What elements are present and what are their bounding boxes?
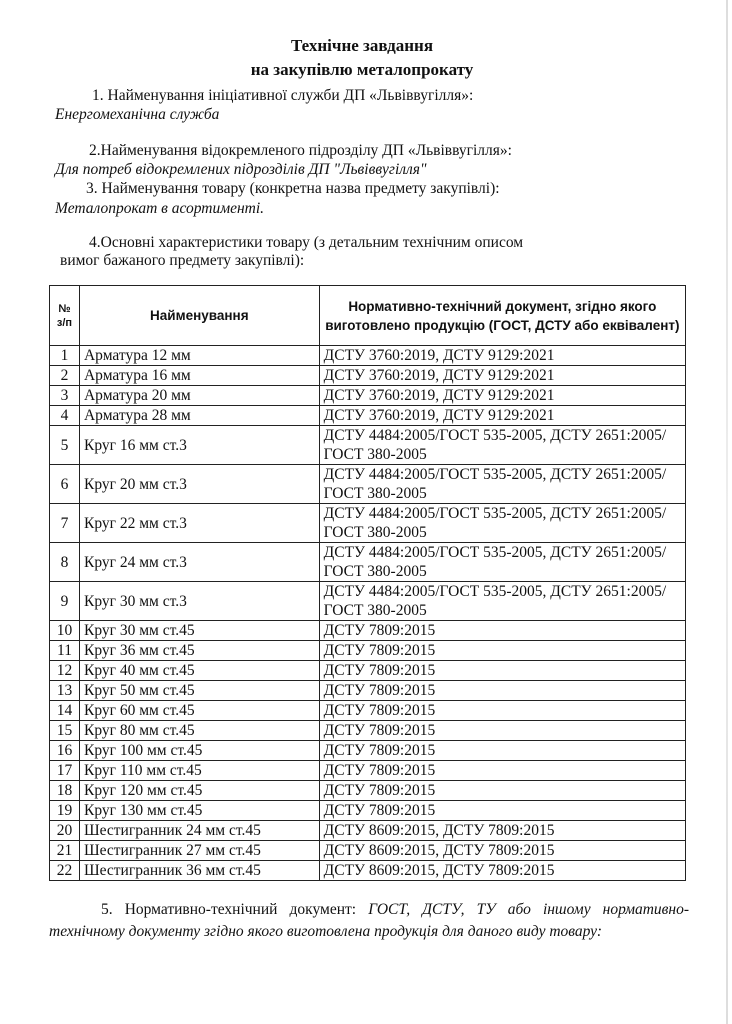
row-number: 7	[50, 504, 80, 543]
table-row	[50, 386, 686, 406]
row-number: 15	[50, 721, 80, 741]
item1-label: 1. Найменування ініціативної служби ДП «Львіввугілля»:	[92, 87, 474, 104]
table-row	[50, 621, 686, 641]
scan-edge	[726, 0, 728, 1024]
table-row	[50, 465, 686, 504]
item2-value: Для потреб відокремлених підрозділів ДП "Львіввугілля"	[55, 161, 427, 178]
row-document: ДСТУ 4484:2005/ГОСТ 535-2005, ДСТУ 2651:2005/ГОСТ 380-2005	[319, 504, 685, 543]
row-document: ДСТУ 7809:2015	[319, 781, 685, 801]
row-document: ДСТУ 8609:2015, ДСТУ 7809:2015	[319, 861, 685, 881]
table-row	[50, 861, 686, 881]
row-document: ДСТУ 7809:2015	[319, 761, 685, 781]
row-number: 16	[50, 741, 80, 761]
table-row	[50, 504, 686, 543]
row-name: Арматура 28 мм	[79, 406, 319, 426]
table-row	[50, 681, 686, 701]
item3-label: 3. Найменування товару (конкретна назва предмету закупівлі):	[86, 180, 500, 197]
row-name: Шестигранник 24 мм ст.45	[79, 821, 319, 841]
row-number: 9	[50, 582, 80, 621]
item5-value: ГОСТ, ДСТУ, ТУ або іншому нормативно-технічному документу згідно якого виготовлена продукція для даного виду товару:	[49, 901, 689, 940]
row-number: 6	[50, 465, 80, 504]
row-number: 14	[50, 701, 80, 721]
document-title: Технічне завдання	[290, 36, 434, 55]
header-name: Найменування	[79, 286, 319, 346]
item5-paragraph	[49, 899, 689, 943]
row-number: 22	[50, 861, 80, 881]
table-row	[50, 661, 686, 681]
row-document: ДСТУ 7809:2015	[319, 681, 685, 701]
row-document: ДСТУ 3760:2019, ДСТУ 9129:2021	[319, 346, 685, 366]
row-name: Круг 30 мм ст.3	[79, 582, 319, 621]
row-number: 18	[50, 781, 80, 801]
row-document: ДСТУ 3760:2019, ДСТУ 9129:2021	[319, 406, 685, 426]
row-number: 11	[50, 641, 80, 661]
table-row	[50, 781, 686, 801]
row-number: 4	[50, 406, 80, 426]
table-row	[50, 801, 686, 821]
item5-label: 5. Нормативно-технічний документ:	[101, 901, 357, 918]
row-document: ДСТУ 7809:2015	[319, 701, 685, 721]
row-name: Шестигранник 27 мм ст.45	[79, 841, 319, 861]
row-document: ДСТУ 8609:2015, ДСТУ 7809:2015	[319, 821, 685, 841]
row-name: Арматура 16 мм	[79, 366, 319, 386]
table-row	[50, 426, 686, 465]
item4-label-line1: 4.Основні характеристики товару (з детальним технічним описом	[89, 234, 524, 251]
table-row	[50, 641, 686, 661]
table-row	[50, 582, 686, 621]
row-document: ДСТУ 7809:2015	[319, 741, 685, 761]
row-number: 8	[50, 543, 80, 582]
row-document: ДСТУ 3760:2019, ДСТУ 9129:2021	[319, 386, 685, 406]
spec-table	[49, 285, 686, 881]
table-row	[50, 721, 686, 741]
table-row	[50, 841, 686, 861]
row-number: 12	[50, 661, 80, 681]
item4-label-line2: вимог бажаного предмету закупівлі):	[60, 252, 305, 269]
row-document: ДСТУ 7809:2015	[319, 661, 685, 681]
row-name: Круг 24 мм ст.3	[79, 543, 319, 582]
document-subtitle: на закупівлю металопрокату	[250, 60, 474, 79]
row-name: Круг 110 мм ст.45	[79, 761, 319, 781]
item1-value: Енергомеханічна служба	[55, 106, 220, 123]
row-number: 21	[50, 841, 80, 861]
item2-label: 2.Найменування відокремленого підрозділу ДП «Львіввугілля»:	[89, 142, 512, 159]
row-document: ДСТУ 3760:2019, ДСТУ 9129:2021	[319, 366, 685, 386]
row-name: Круг 50 мм ст.45	[79, 681, 319, 701]
row-document: ДСТУ 8609:2015, ДСТУ 7809:2015	[319, 841, 685, 861]
row-number: 2	[50, 366, 80, 386]
row-number: 3	[50, 386, 80, 406]
row-name: Круг 36 мм ст.45	[79, 641, 319, 661]
row-document: ДСТУ 7809:2015	[319, 721, 685, 741]
row-name: Круг 130 мм ст.45	[79, 801, 319, 821]
row-name: Круг 80 мм ст.45	[79, 721, 319, 741]
row-name: Круг 22 мм ст.3	[79, 504, 319, 543]
header-document: Нормативно-технічний документ, згідно якого виготовлено продукцію (ГОСТ, ДСТУ або еквівалент)	[319, 286, 685, 346]
row-number: 20	[50, 821, 80, 841]
row-number: 13	[50, 681, 80, 701]
row-number: 17	[50, 761, 80, 781]
table-row	[50, 701, 686, 721]
row-number: 5	[50, 426, 80, 465]
item3-value: Металопрокат в асортименті.	[55, 200, 265, 217]
row-name: Арматура 20 мм	[79, 386, 319, 406]
table-row	[50, 406, 686, 426]
row-name: Шестигранник 36 мм ст.45	[79, 861, 319, 881]
row-document: ДСТУ 7809:2015	[319, 801, 685, 821]
table-row	[50, 741, 686, 761]
row-number: 1	[50, 346, 80, 366]
row-document: ДСТУ 7809:2015	[319, 621, 685, 641]
row-document: ДСТУ 4484:2005/ГОСТ 535-2005, ДСТУ 2651:2005/ГОСТ 380-2005	[319, 426, 685, 465]
table-row	[50, 346, 686, 366]
row-document: ДСТУ 4484:2005/ГОСТ 535-2005, ДСТУ 2651:2005/ГОСТ 380-2005	[319, 543, 685, 582]
table-row	[50, 543, 686, 582]
row-document: ДСТУ 4484:2005/ГОСТ 535-2005, ДСТУ 2651:2005/ГОСТ 380-2005	[319, 582, 685, 621]
row-name: Арматура 12 мм	[79, 346, 319, 366]
row-number: 19	[50, 801, 80, 821]
row-name: Круг 20 мм ст.3	[79, 465, 319, 504]
row-name: Круг 30 мм ст.45	[79, 621, 319, 641]
row-number: 10	[50, 621, 80, 641]
row-name: Круг 16 мм ст.3	[79, 426, 319, 465]
row-document: ДСТУ 4484:2005/ГОСТ 535-2005, ДСТУ 2651:2005/ГОСТ 380-2005	[319, 465, 685, 504]
row-name: Круг 100 мм ст.45	[79, 741, 319, 761]
table-row	[50, 366, 686, 386]
table-row	[50, 821, 686, 841]
row-document: ДСТУ 7809:2015	[319, 641, 685, 661]
row-name: Круг 60 мм ст.45	[79, 701, 319, 721]
row-name: Круг 120 мм ст.45	[79, 781, 319, 801]
table-row	[50, 761, 686, 781]
row-name: Круг 40 мм ст.45	[79, 661, 319, 681]
header-number: № з/п	[50, 286, 80, 346]
